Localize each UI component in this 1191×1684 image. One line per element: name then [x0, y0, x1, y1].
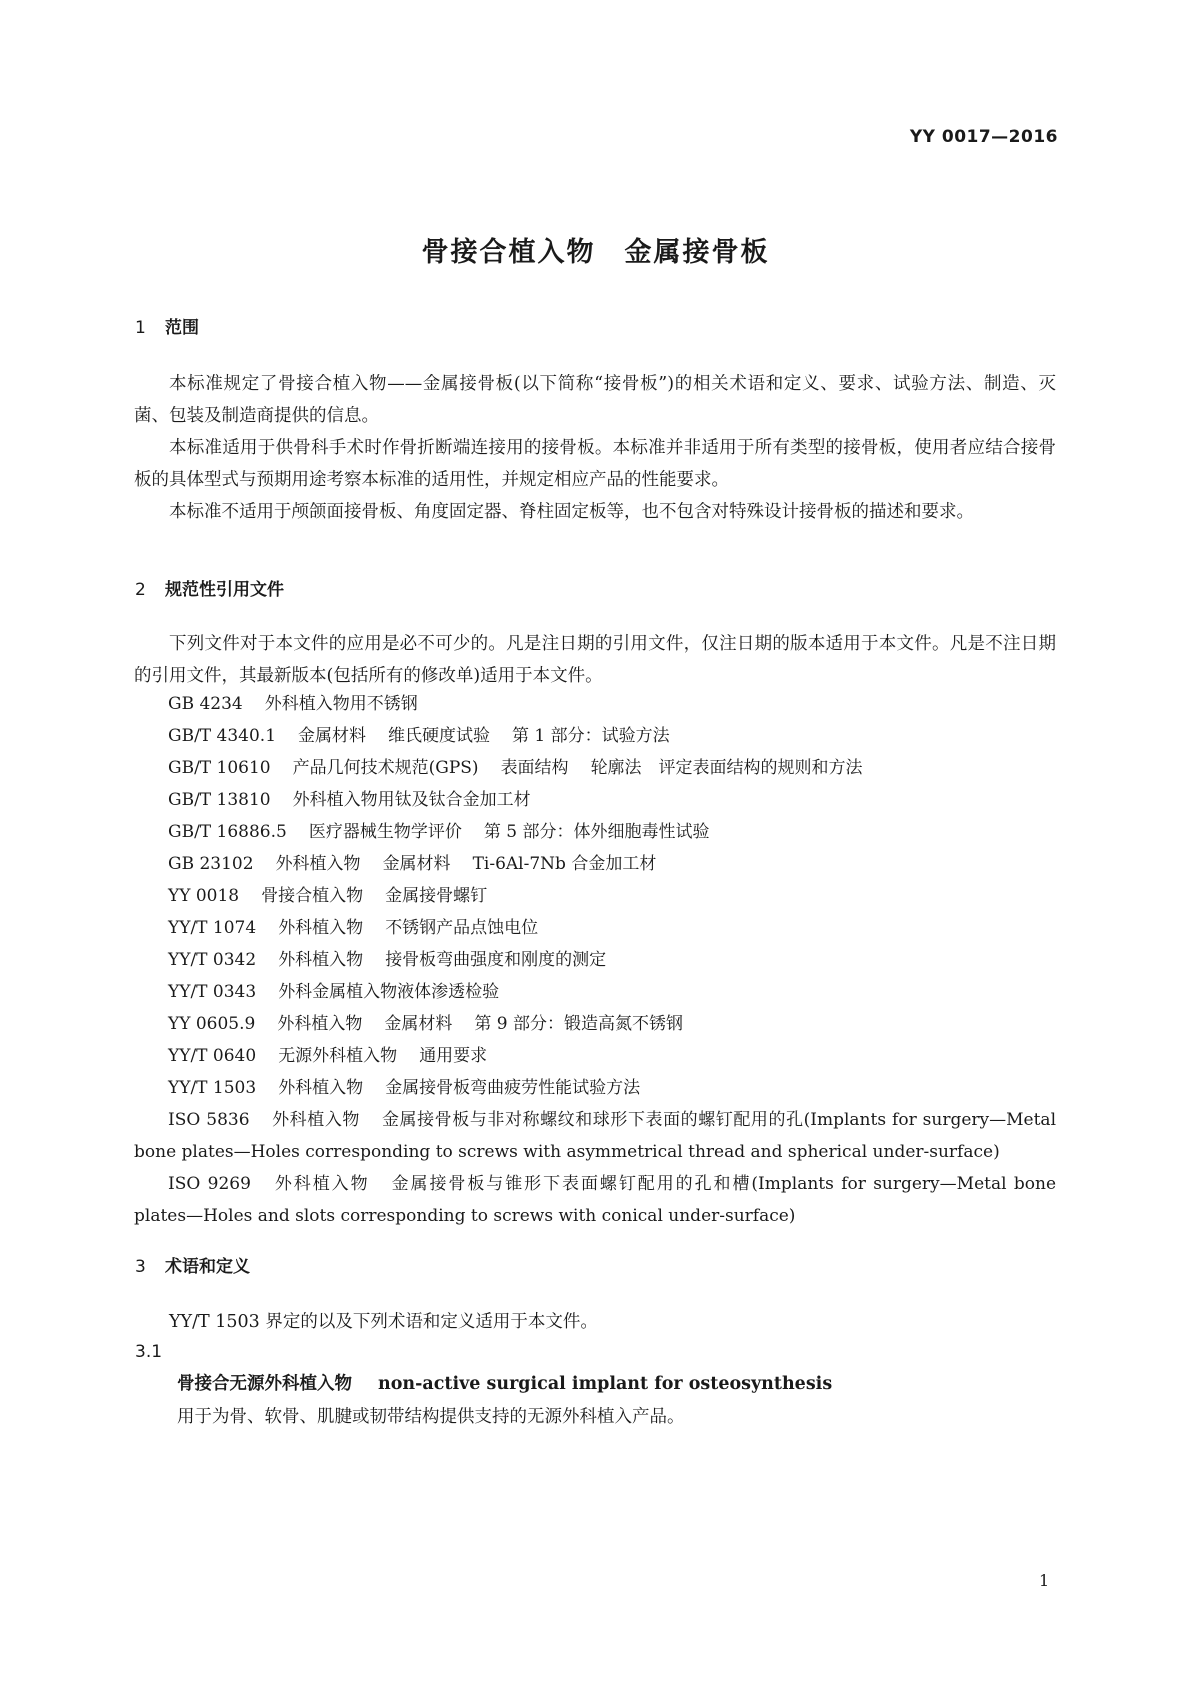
normative-reference-list	[134, 688, 1056, 1232]
standard-code: YY 0017—2016	[909, 127, 1058, 147]
paragraph: 下列文件对于本文件的应用是必不可少的。凡是注日期的引用文件，仅注日期的版本适用于本文件。凡是不注日期的引用文件，其最新版本(包括所有的修改单)适用于本文件。	[134, 634, 1056, 686]
reference-code: GB/T 4340.1	[168, 726, 277, 746]
section-3-intro	[134, 1306, 1056, 1338]
reference-code: YY/T 0343	[168, 982, 257, 1002]
reference-item: GB/T 4340.1 金属材料 维氏硬度试验 第 1 部分：试验方法	[168, 726, 670, 746]
document-title: 骨接合植入物 金属接骨板	[421, 237, 770, 268]
reference-code: YY/T 1503	[168, 1078, 257, 1098]
reference-code: ISO 9269	[168, 1174, 251, 1194]
section-2-heading	[135, 575, 284, 600]
paragraph: 本标准适用于供骨科手术时作骨折断端连接用的接骨板。本标准并非适用于所有类型的接骨板，使用者应结合接骨板的具体型式与预期用途考察本标准的适用性，并规定相应产品的性能要求。	[134, 438, 1056, 490]
reference-item: YY/T 1503 外科植入物 金属接骨板弯曲疲劳性能试验方法	[168, 1078, 641, 1098]
reference-item: ISO 5836 外科植入物 金属接骨板与非对称螺纹和球形下表面的螺钉配用的孔(Implants for surgery—Metal bone plates—Holes corresponding to screws with asymmetrical thread and spherical under-surface)	[134, 1110, 1057, 1162]
section-title: 术语和定义	[165, 1257, 250, 1277]
term-chinese: 骨接合无源外科植入物	[177, 1374, 352, 1394]
reference-code: YY/T 1074	[168, 918, 257, 938]
reference-item: GB/T 16886.5 医疗器械生物学评价 第 5 部分：体外细胞毒性试验	[168, 822, 710, 842]
section-number: 3	[135, 1257, 146, 1277]
section-2-intro	[134, 628, 1056, 692]
section-number: 1	[135, 318, 146, 338]
section-number: 2	[135, 580, 146, 600]
reference-code: YY 0018	[168, 886, 240, 906]
reference-item: YY 0605.9 外科植入物 金属材料 第 9 部分：锻造高氮不锈钢	[168, 1014, 683, 1034]
section-title: 范围	[165, 318, 199, 338]
reference-code: YY/T 0640	[168, 1046, 257, 1066]
reference-item: YY/T 0640 无源外科植入物 通用要求	[168, 1046, 488, 1066]
paragraph: 本标准不适用于颅颌面接骨板、角度固定器、脊柱固定板等，也不包含对特殊设计接骨板的描述和要求。	[169, 502, 974, 522]
reference-item: YY 0018 骨接合植入物 金属接骨螺钉	[168, 886, 488, 906]
reference-code: GB/T 10610	[168, 758, 271, 778]
reference-code: GB 4234	[168, 694, 243, 714]
reference-item: ISO 9269 外科植入物 金属接骨板与锥形下表面螺钉配用的孔和槽(Implants for surgery—Metal bone plates—Holes and slots corresponding to screws with conical under-surface)	[134, 1174, 1057, 1226]
reference-item: YY/T 0343 外科金属植入物液体渗透检验	[168, 982, 500, 1002]
reference-code: GB 23102	[168, 854, 254, 874]
term-entry	[177, 1370, 832, 1395]
section-3-heading	[135, 1252, 250, 1277]
paragraph: 本标准规定了骨接合植入物——金属接骨板(以下简称“接骨板”)的相关术语和定义、要求、试验方法、制造、灭菌、包装及制造商提供的信息。	[134, 374, 1056, 426]
section-title: 规范性引用文件	[165, 580, 284, 600]
reference-item: GB/T 10610 产品几何技术规范(GPS) 表面结构 轮廓法 评定表面结构的规则和方法	[168, 758, 863, 778]
paragraph: YY/T 1503 界定的以及下列术语和定义适用于本文件。	[169, 1312, 598, 1332]
reference-code: YY 0605.9	[168, 1014, 256, 1034]
reference-item: GB 23102 外科植入物 金属材料 Ti-6Al-7Nb 合金加工材	[168, 854, 657, 874]
reference-code: GB/T 13810	[168, 790, 271, 810]
reference-item: GB/T 13810 外科植入物用钛及钛合金加工材	[168, 790, 531, 810]
section-1-body	[134, 368, 1056, 528]
reference-item: YY/T 0342 外科植入物 接骨板弯曲强度和刚度的测定	[168, 950, 607, 970]
reference-item: YY/T 1074 外科植入物 不锈钢产品点蚀电位	[168, 918, 539, 938]
reference-item: GB 4234 外科植入物用不锈钢	[168, 694, 418, 714]
section-1-heading	[135, 313, 199, 338]
page-number: 1	[1039, 1571, 1050, 1590]
term-english: non-active surgical implant for osteosynthesis	[378, 1374, 833, 1394]
reference-code: GB/T 16886.5	[168, 822, 287, 842]
reference-code: ISO 5836	[168, 1110, 250, 1130]
reference-code: YY/T 0342	[168, 950, 257, 970]
clause-number: 3.1	[135, 1342, 163, 1362]
term-definition: 用于为骨、软骨、肌腱或韧带结构提供支持的无源外科植入产品。	[177, 1407, 685, 1427]
